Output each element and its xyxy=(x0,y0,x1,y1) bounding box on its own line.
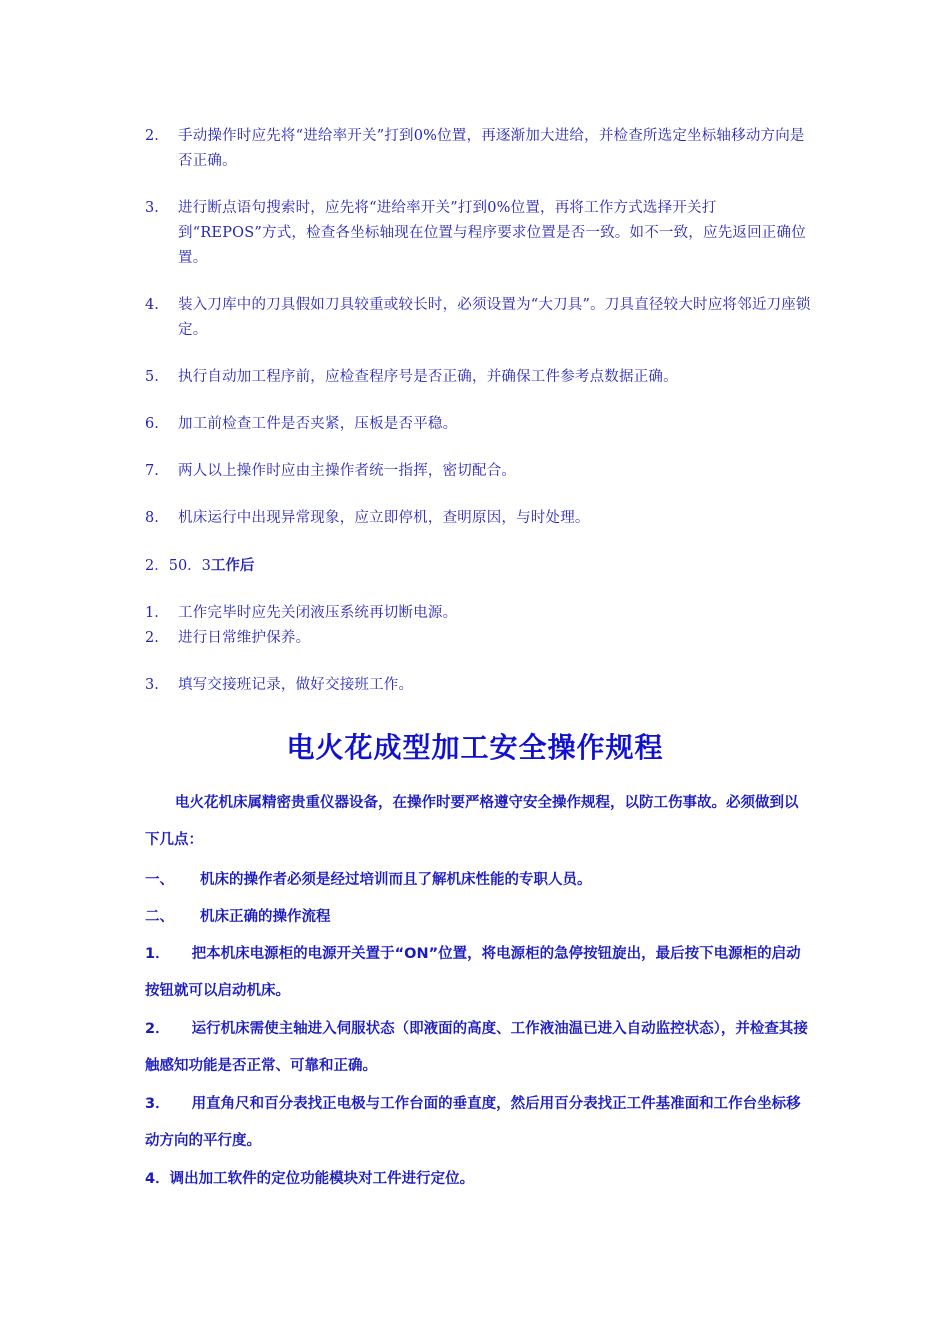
list-number: 8. xyxy=(145,510,159,526)
list-item xyxy=(145,196,815,271)
step-text: 调出加工软件的定位功能模块对工件进行定位。 xyxy=(169,1171,475,1187)
list-text: 装入刀库中的刀具假如刀具较重或较长时，必须设置为“大刀具”。刀具直径较大时应将邻近刀座锁定。 xyxy=(178,297,811,338)
point-item xyxy=(145,899,810,936)
list-item xyxy=(145,124,815,174)
list-number: 3. xyxy=(145,677,159,693)
list-text: 两人以上操作时应由主操作者统一指挥，密切配合。 xyxy=(178,463,517,479)
list-text: 工作完毕时应先关闭液压系统再切断电源。 xyxy=(178,605,458,621)
list-number: 2. xyxy=(145,630,159,646)
list-item xyxy=(145,601,815,626)
list-text: 加工前检查工件是否夹紧，压板是否平稳。 xyxy=(178,416,458,432)
list-text: 填写交接班记录，做好交接班工作。 xyxy=(178,677,414,693)
list-number: 3. xyxy=(145,200,159,216)
list-item xyxy=(145,412,815,437)
list-text: 执行自动加工程序前，应检查程序号是否正确，并确保工件参考点数据正确。 xyxy=(178,369,678,385)
step-item xyxy=(145,1011,810,1085)
point-item xyxy=(145,862,810,899)
list-number: 7. xyxy=(145,463,159,479)
list-item xyxy=(145,293,815,343)
point-text: 机床的操作者必须是经过培训而且了解机床性能的专职人员。 xyxy=(200,872,592,888)
section-label: 工作后 xyxy=(210,558,255,574)
step-number: 3． xyxy=(145,1096,170,1112)
list-number: 4. xyxy=(145,297,159,313)
step-number: 1． xyxy=(145,946,170,962)
list-text: 进行日常维护保养。 xyxy=(178,630,311,646)
list-text: 手动操作时应先将“进给率开关”打到0%位置，再逐渐加大进给，并检查所选定坐标轴移动方向是否正确。 xyxy=(178,128,805,169)
list-number: 1. xyxy=(145,605,159,621)
page-title: 电火花成型加工安全操作规程 xyxy=(286,731,664,764)
point-text: 机床正确的操作流程 xyxy=(200,909,331,925)
list-text: 进行断点语句搜索时，应先将“进给率开关”打到0%位置，再将工作方式选择开关打到“REPOS”方式，检查各坐标轴现在位置与程序要求位置是否一致。如不一致，应先返回正确位置。 xyxy=(178,200,806,266)
step-text: 把本机床电源柜的电源开关置于“ON”位置，将电源柜的急停按钮旋出，最后按下电源柜的启动按钮就可以启动机床。 xyxy=(145,946,801,999)
step-text: 用直角尺和百分表找正电极与工作台面的垂直度，然后用百分表找正工件基准面和工作台坐标移动方向的平行度。 xyxy=(145,1096,801,1149)
step-item xyxy=(145,1086,810,1160)
step-text: 运行机床需使主轴进入伺服状态（即液面的高度、工作液油温已进入自动监控状态），并检查其接触感知功能是否正常、可靠和正确。 xyxy=(145,1021,808,1074)
list-number: 5. xyxy=(145,369,159,385)
step-number: 4． xyxy=(145,1171,170,1187)
list-item xyxy=(145,365,815,390)
point-number: 二、 xyxy=(145,909,174,925)
point-number: 一、 xyxy=(145,872,174,888)
section-number: 2．50．3 xyxy=(145,558,211,574)
list-item xyxy=(145,506,815,531)
intro-paragraph xyxy=(145,785,810,859)
step-number: 2． xyxy=(145,1021,170,1037)
list-number: 2. xyxy=(145,128,159,144)
list-item xyxy=(145,673,815,698)
list-number: 6. xyxy=(145,416,159,432)
step-item xyxy=(145,936,810,1010)
list-text: 机床运行中出现异常现象，应立即停机，查明原因，与时处理。 xyxy=(178,510,590,526)
intro-text: 电火花机床属精密贵重仪器设备，在操作时要严格遵守安全操作规程，以防工伤事故。必须做到以下几点： xyxy=(145,795,799,848)
list-item xyxy=(145,459,815,484)
section-heading xyxy=(145,554,254,579)
list-item xyxy=(145,626,815,651)
step-item xyxy=(145,1161,810,1198)
